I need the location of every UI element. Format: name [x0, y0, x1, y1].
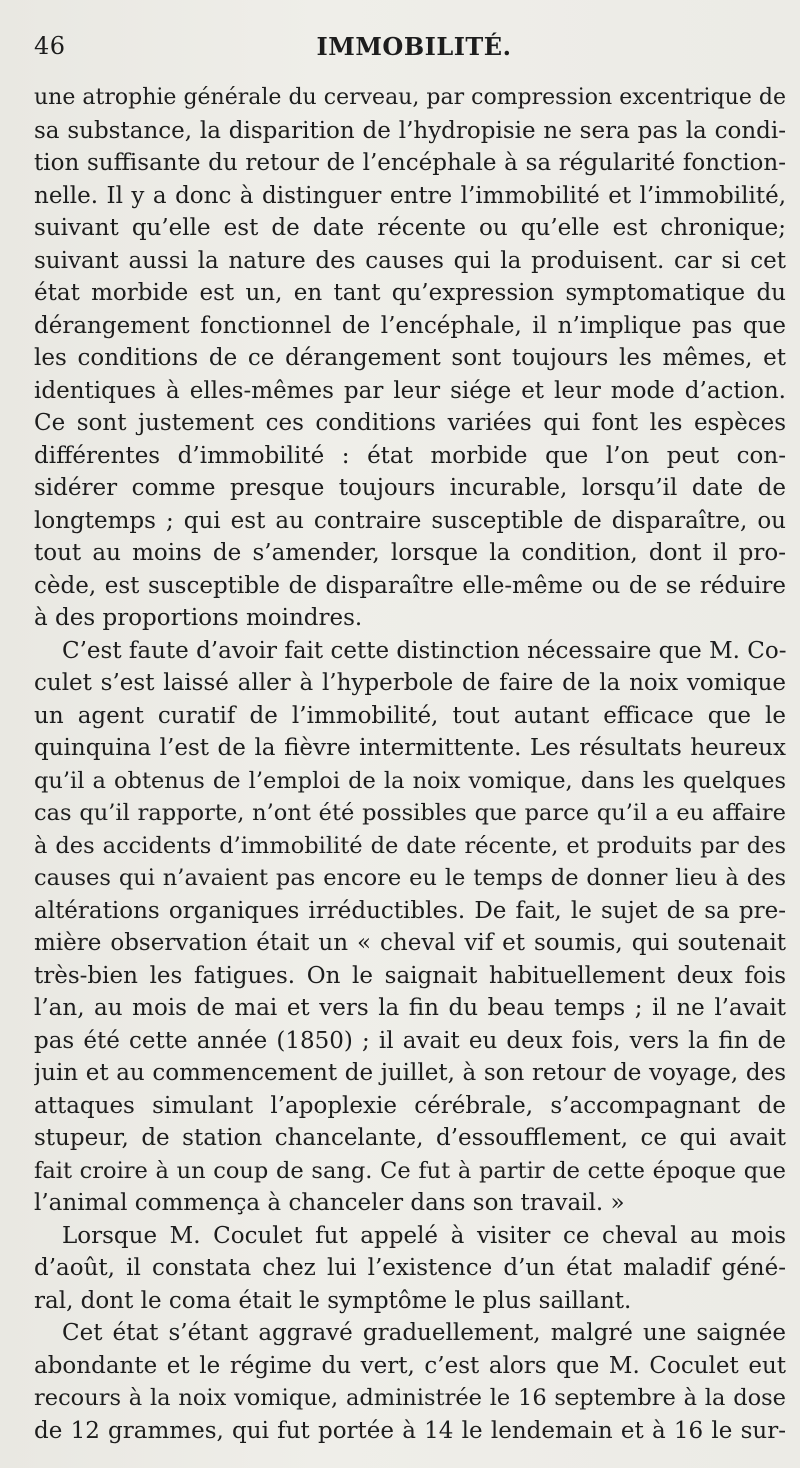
text-line: sidérer comme presque toujours incurable, lorsqu’il date de	[34, 475, 786, 501]
text-line: culet s’est laissé aller à l’hyperbole de faire de la noix vomique	[34, 670, 786, 696]
text-line: de 12 grammes, qui fut portée à 14 le lendemain et à 16 le sur-	[34, 1417, 786, 1444]
body-text	[34, 82, 786, 1447]
text-line: tion suffisante du retour de l’encéphale à sa régularité fonction-	[34, 150, 786, 176]
text-line: suivant aussi la nature des causes qui la produisent. car si cet	[34, 247, 786, 274]
text-line: C’est faute d’avoir fait cette distinction nécessaire que M. Co-	[62, 637, 786, 664]
text-line: abondante et le régime du vert, c’est alors que M. Coculet eut	[34, 1352, 786, 1379]
text-line: quinquina l’est de la fièvre intermittente. Les résultats heureux	[34, 735, 786, 761]
text-line: longtemps ; qui est au contraire susceptible de disparaître, ou	[34, 507, 786, 534]
text-line: différentes d’immobilité : état morbide que l’on peut con-	[34, 442, 786, 469]
text-line: Lorsque M. Coculet fut appelé à visiter ce cheval au mois	[62, 1222, 786, 1249]
text-line: Ce sont justement ces conditions variées qui font les espèces	[34, 410, 786, 436]
text-line: nelle. Il y a donc à distinguer entre l’immobilité et l’immobilité,	[34, 182, 786, 209]
text-line: tout au moins de s’amender, lorsque la condition, dont il pro-	[34, 540, 786, 566]
text-line: qu’il a obtenus de l’emploi de la noix vomique, dans les quelques	[34, 767, 786, 794]
text-line: à des accidents d’immobilité de date récente, et produits par des	[34, 832, 786, 859]
text-line: recours à la noix vomique, administrée le 16 septembre à la dose	[34, 1385, 786, 1411]
text-line: dérangement fonctionnel de l’encéphale, il n’implique pas que	[34, 312, 786, 339]
text-line: mière observation était un « cheval vif et soumis, qui soutenait	[34, 930, 786, 956]
text-line: l’animal commença à chanceler dans son travail. »	[34, 1190, 625, 1216]
running-title: IMMOBILITÉ.	[316, 32, 512, 61]
page-header	[34, 32, 794, 72]
text-line: cas qu’il rapporte, n’ont été possibles que parce qu’il a eu affaire	[34, 800, 786, 826]
text-line: causes qui n’avaient pas encore eu le temps de donner lieu à des	[34, 865, 786, 891]
text-line: altérations organiques irréductibles. De fait, le sujet de sa pre-	[34, 897, 786, 924]
text-line: juin et au commencement de juillet, à son retour de voyage, des	[34, 1060, 786, 1086]
text-line: identiques à elles-mêmes par leur siége et leur mode d’action.	[34, 377, 786, 404]
text-line: à des proportions moindres.	[34, 605, 363, 631]
text-line: sa substance, la disparition de l’hydropisie ne sera pas la condi-	[34, 117, 786, 144]
text-line: fait croire à un coup de sang. Ce fut à partir de cette époque que	[34, 1157, 786, 1184]
text-line: état morbide est un, en tant qu’expression symptomatique du	[34, 280, 786, 306]
page-number: 46	[34, 32, 66, 60]
text-line: pas été cette année (1850) ; il avait eu deux fois, vers la fin de	[34, 1027, 786, 1054]
text-line: Cet état s’étant aggravé graduellement, malgré une saignée	[62, 1320, 786, 1346]
text-line: d’août, il constata chez lui l’existence d’un état maladif géné-	[34, 1255, 786, 1281]
text-line: les conditions de ce dérangement sont toujours les mêmes, et	[34, 345, 786, 371]
text-line: stupeur, de station chancelante, d’essoufflement, ce qui avait	[34, 1125, 786, 1151]
text-line: suivant qu’elle est de date récente ou qu’elle est chronique;	[34, 215, 786, 241]
text-line: une atrophie générale du cerveau, par compression excentrique de	[34, 85, 786, 110]
text-line: très-bien les fatigues. On le saignait habituellement deux fois	[34, 962, 786, 989]
text-line: attaques simulant l’apoplexie cérébrale, s’accompagnant de	[34, 1092, 786, 1119]
text-line: l’an, au mois de mai et vers la fin du beau temps ; il ne l’avait	[34, 995, 786, 1021]
text-line: un agent curatif de l’immobilité, tout autant efficace que le	[34, 702, 786, 729]
text-line: ral, dont le coma était le symptôme le plus saillant.	[34, 1287, 632, 1314]
text-line: cède, est susceptible de disparaître elle-même ou de se réduire	[34, 572, 786, 599]
